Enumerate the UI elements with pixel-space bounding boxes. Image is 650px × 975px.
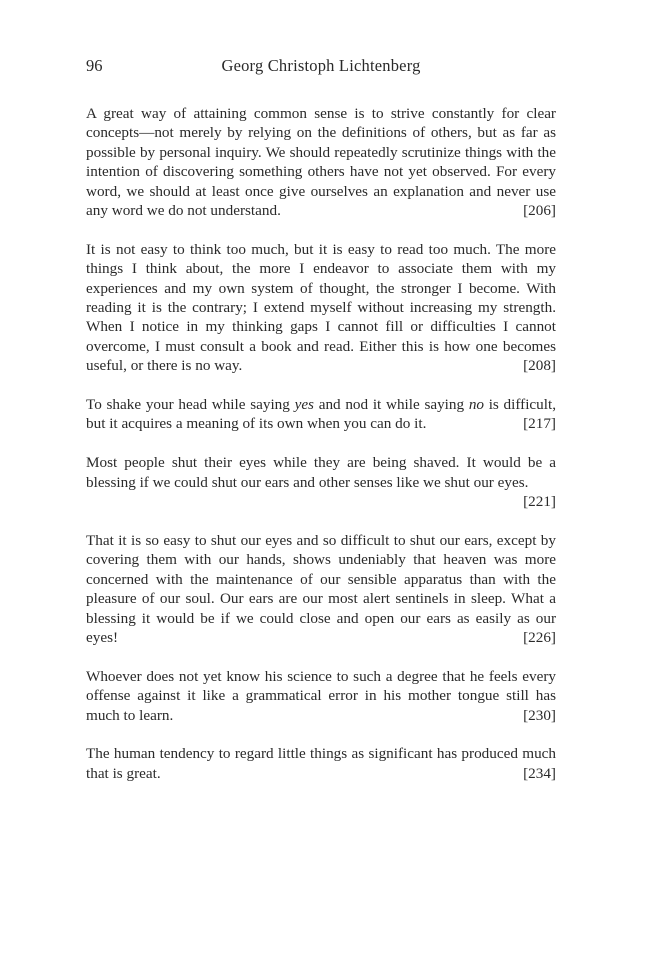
aphorism-number: [221] (523, 493, 556, 511)
aphorism-number: [206] (523, 202, 556, 220)
aphorism-221 (86, 453, 556, 511)
book-page (86, 56, 556, 803)
aphorism-text: Most people shut their eyes while they are being shaved. It would be a blessing if we could shut our ears and other senses like we shut our eyes. (86, 454, 556, 491)
aphorism-number: [226] (523, 628, 556, 646)
aphorism-number: [208] (523, 357, 556, 375)
page-number: 96 (86, 56, 103, 75)
aphorism-208 (86, 240, 556, 376)
aphorism-number: [217] (523, 415, 556, 433)
aphorism-number: [234] (523, 764, 556, 782)
aphorism-217 (86, 395, 556, 434)
aphorism-emphasis-yes: yes (294, 396, 314, 414)
page-header (86, 56, 556, 80)
aphorism-text: It is not easy to think too much, but it is easy to read too much. The more things I think about, the more I endeavor to associate them with my experiences and my own system of thought, the stronger I become. With reading it is the contrary; I extend myself without increasing my strength. When I notice in my thinking gaps I cannot fill or difficulties I cannot overcome, I must consult a book and read. Either this is how one becomes useful, or there is no way. (86, 240, 556, 375)
aphorism-text-part: is difficult, but it acquires a meaning of its own when you can do it. (86, 396, 557, 433)
aphorism-230 (86, 667, 556, 725)
aphorism-number: [230] (523, 706, 556, 724)
aphorism-emphasis-no: no (468, 396, 484, 414)
running-head: Georg Christoph Lichtenberg (221, 56, 421, 75)
aphorism-text: Whoever does not yet know his science to such a degree that he feels every offense against it like a grammatical error in his mother tongue still has much to learn. (86, 667, 556, 724)
aphorism-text: That it is so easy to shut our eyes and so difficult to shut our ears, except by covering them with our hands, shows undeniably that heaven was more concerned with the maintenance of our sensible apparatus than with the pleasure of our soul. Our ears are our most alert sentinels in sleep. What a blessing it would be if we could close and open our ears as easily as our eyes! (86, 531, 556, 646)
aphorism-226 (86, 531, 556, 647)
aphorism-text-part: and nod it while saying (313, 396, 469, 414)
aphorism-text: A great way of attaining common sense is to strive constantly for clear concepts—not merely by relying on the definitions of others, but as far as possible by personal inquiry. We should repeatedly scrutinize things with the intention of discovering something others have not yet observed. For every word, we should at least once give ourselves an explanation and never use any word we do not understand. (86, 105, 556, 220)
aphorism-234 (86, 744, 556, 783)
aphorism-text: The human tendency to regard little things as significant has produced much that is great. (86, 745, 556, 782)
aphorism-list (86, 104, 556, 783)
aphorism-text-part: To shake your head while saying (86, 396, 295, 414)
aphorism-206 (86, 104, 556, 220)
